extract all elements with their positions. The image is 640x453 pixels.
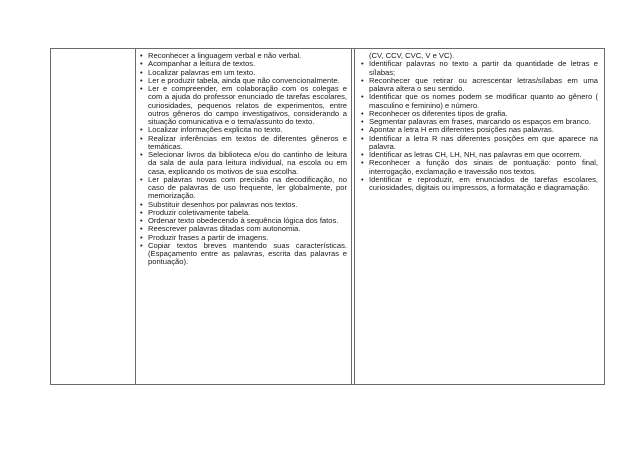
- list-item: [360, 159, 598, 176]
- bullet-icon: •: [140, 125, 143, 135]
- list-item: [360, 176, 598, 193]
- bullet-icon: •: [361, 75, 364, 85]
- bullet-icon: •: [361, 150, 364, 159]
- list-item-text: Copiar textos breves mantendo suas características. (Espaçamento entre as palavras, escrita das palavras e pontuação).: [148, 240, 347, 267]
- list-item-text: Apontar a letra H em diferentes posições nas palavras.: [369, 125, 554, 135]
- bullet-icon: •: [140, 207, 143, 217]
- list-item-text: Ler e produzir tabela, ainda que não convencionalmente.: [148, 75, 340, 85]
- table-divider-2b: [354, 48, 355, 385]
- bullet-icon: •: [140, 75, 143, 85]
- list-item-text: (CV, CCV, CVC, V e VC).: [369, 51, 455, 60]
- list-item-text: Reconhecer a linguagem verbal e não verbal.: [148, 51, 302, 60]
- list-item: [360, 135, 598, 152]
- list-item-text: Reconhecer que retirar ou acrescentar letras/sílabas em uma palavra altera o seu sentido.: [369, 75, 598, 93]
- bullet-icon: •: [361, 92, 364, 102]
- bullet-icon: •: [361, 59, 364, 69]
- table-top-border: [50, 48, 605, 49]
- table-left-border: [50, 48, 51, 385]
- list-item: [360, 77, 598, 94]
- list-item-text: Realizar inferências em textos de diferentes gêneros e temáticas.: [148, 133, 347, 151]
- bullet-icon: •: [361, 174, 364, 184]
- middle-column: [139, 52, 347, 267]
- bullet-icon: •: [361, 108, 364, 118]
- bullet-icon: •: [140, 133, 143, 143]
- list-item-text: Localizar palavras em um texto.: [148, 67, 256, 77]
- list-item: [139, 176, 347, 201]
- list-item-text: Localizar informações explicita no texto.: [148, 125, 283, 135]
- list-item-text: Reconhecer a função dos sinais de pontuação: ponto final, interrogação, exclamação e travessão nos textos.: [369, 158, 598, 176]
- list-item: [139, 242, 347, 267]
- list-item-text: Identificar a letra R nas diferentes posições em que aparece na palavra.: [369, 133, 598, 151]
- list-item: [139, 135, 347, 152]
- bullet-icon: •: [140, 174, 143, 184]
- list-item-text: Reconhecer os diferentes tipos de grafia.: [369, 108, 508, 118]
- table-bottom-border: [50, 384, 605, 385]
- bullet-icon: •: [140, 224, 143, 234]
- list-item-text: Produzir frases a partir de imagens.: [148, 232, 269, 242]
- list-item-text: Identificar e reproduzir, em enunciados de tarefas escolares, curiosidades, digitais ou impressos, a formatação e diagramação.: [369, 174, 598, 192]
- bullet-icon: •: [140, 51, 143, 60]
- bullet-icon: •: [140, 59, 143, 69]
- bullet-icon: •: [361, 158, 364, 168]
- list-item-text: Ler palavras novas com precisão na decodificação, no caso de palavras de uso frequente, ler globalmente, por memorização.: [148, 174, 347, 201]
- list-item: [360, 93, 598, 110]
- table-divider-1: [135, 48, 136, 385]
- table-divider-2: [351, 48, 352, 385]
- list-item: [360, 60, 598, 77]
- right-column: [360, 52, 598, 192]
- bullet-icon: •: [361, 125, 364, 135]
- list-item-text: Identificar palavras no texto a partir da quantidade de letras e sílabas;: [369, 59, 598, 77]
- list-item-text: Ordenar texto obedecendo à sequência lógica dos fatos.: [148, 216, 339, 225]
- list-item-text: Segmentar palavras em frases, marcando os espaços em branco.: [369, 117, 592, 126]
- list-item-text: Identificar as letras CH, LH, NH, nas palavras em que ocorrem.: [369, 150, 582, 159]
- bullet-icon: •: [361, 133, 364, 143]
- list-item-text: Produzir coletivamente tabela.: [148, 207, 251, 217]
- bullet-icon: •: [140, 232, 143, 242]
- list-item: [139, 85, 347, 126]
- bullet-icon: •: [140, 240, 143, 250]
- bullet-icon: •: [140, 67, 143, 77]
- list-item-text: Substituir desenhos por palavras nos textos.: [148, 199, 298, 209]
- list-item-text: Reescrever palavras ditadas com autonomia.: [148, 224, 301, 234]
- bullet-icon: •: [361, 117, 364, 126]
- bullet-icon: •: [140, 150, 143, 159]
- list-item-text: Identificar que os nomes podem se modificar quanto ao gênero ( masculino e feminino) e número.: [369, 92, 598, 110]
- list-item: [139, 151, 347, 176]
- bullet-icon: •: [140, 84, 143, 93]
- list-item-text: Ler e compreender, em colaboração com os colegas e com a ajuda do professor enunciado de tarefas escolares, curiosidades, pequenos relatos de experimentos, entre outros gêneros do campo investigativos, considerando a situação comunicativa e o tema/assunto do texto.: [148, 84, 347, 126]
- bullet-icon: •: [140, 199, 143, 209]
- table-right-border: [604, 48, 605, 385]
- list-item-text: Selecionar livros da biblioteca e/ou do cantinho de leitura da sala de aula para leitura individual, na escola ou em casa, explicando os motivos de sua escolha.: [148, 150, 347, 176]
- list-item-text: Acompanhar a leitura de textos.: [148, 59, 256, 69]
- bullet-icon: •: [140, 216, 143, 225]
